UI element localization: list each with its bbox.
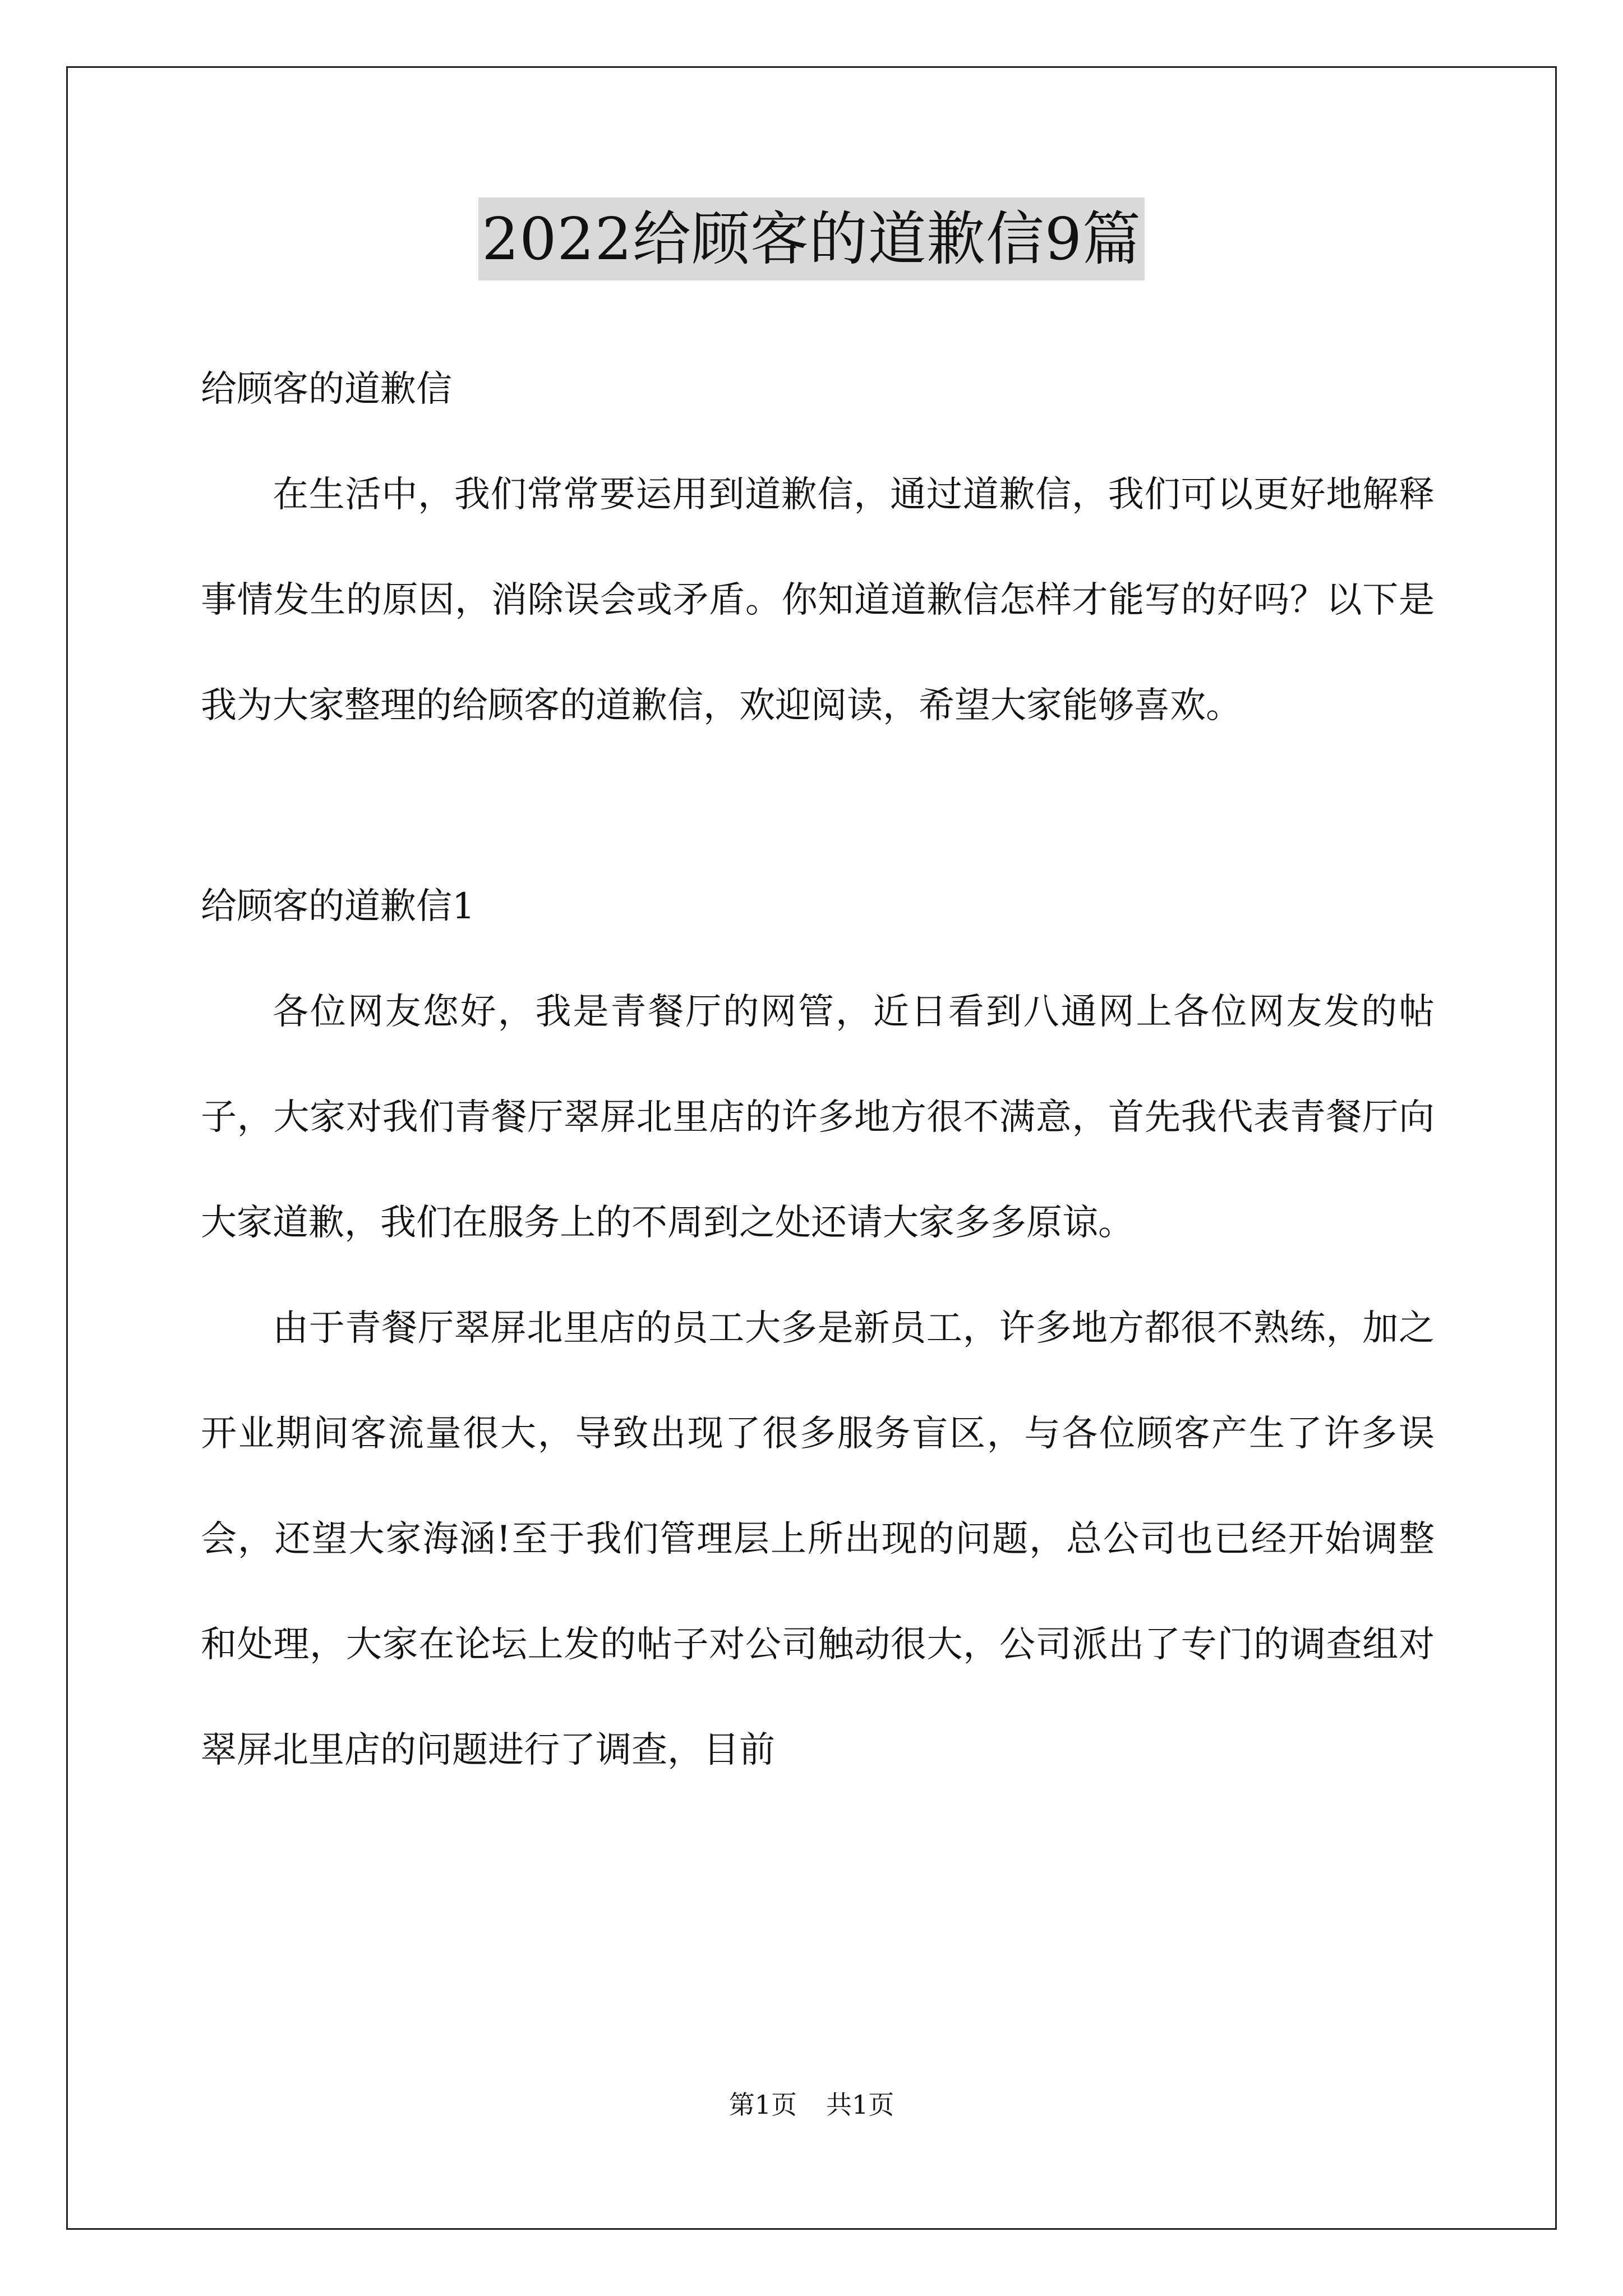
section-spacer — [201, 758, 1435, 854]
page-number: 第1页 — [728, 2090, 797, 2120]
section1-heading: 给顾客的道歉信1 — [201, 886, 475, 927]
section1-paragraph: 由于青餐厅翠屏北里店的员工大多是新员工，许多地方都很不熟练，加之开业期间客流量很大，导致出现了很多服务盲区，与各位顾客产生了许多误会，还望大家海涵!至于我们管理层上所出现的问题，总公司也已经开始调整和处理，大家在论坛上发的帖子对公司触动很大，公司派出了专门的调查组对翠屏北里店的问题进行了调查，目前 — [201, 1308, 1435, 1771]
document-body — [201, 337, 1435, 1803]
title-container — [0, 197, 1623, 280]
document-title: 2022给顾客的道歉信9篇 — [478, 197, 1145, 280]
page-total: 共1页 — [826, 2090, 895, 2120]
intro-paragraph: 在生活中，我们常常要运用到道歉信，通过道歉信，我们可以更好地解释事情发生的原因，消除误会或矛盾。你知道道歉信怎样才能写的好吗？以下是我为大家整理的给顾客的道歉信，欢迎阅读，希望大家能够喜欢。 — [201, 474, 1435, 726]
section1-paragraph: 各位网友您好，我是青餐厅的网管，近日看到八通网上各位网友发的帖子，大家对我们青餐厅翠屏北里店的许多地方很不满意，首先我代表青餐厅向大家道歉，我们在服务上的不周到之处还请大家多多原谅。 — [201, 991, 1435, 1244]
intro-heading: 给顾客的道歉信 — [201, 369, 452, 410]
page-footer — [0, 2088, 1623, 2122]
